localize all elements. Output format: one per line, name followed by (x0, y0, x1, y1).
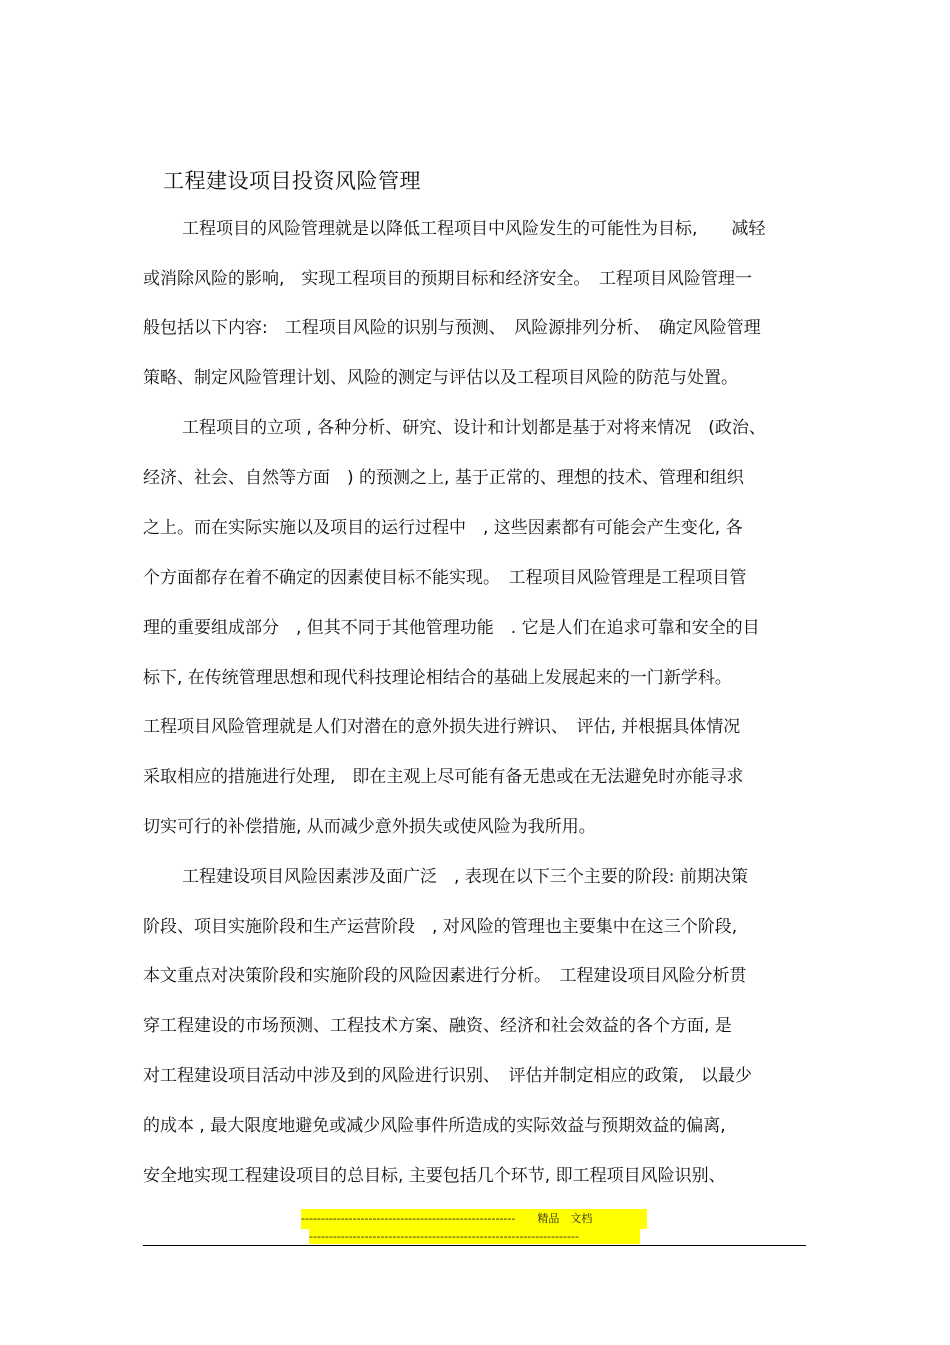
text-line: 安全地实现工程建设项目的总目标, 主要包括几个环节, 即工程项目风险识别、 (143, 1166, 726, 1186)
text-line: 的成本 , 最大限度地避免或减少风险事件所造成的实际效益与预期效益的偏离, (143, 1116, 726, 1136)
text-line: 穿工程建设的市场预测、工程技术方案、融资、经济和社会效益的各个方面, 是 (143, 1016, 732, 1036)
text-line: 工程项目的风险管理就是以降低工程项目中风险发生的可能性为目标, 减轻 (182, 219, 766, 239)
text-line: 标下, 在传统管理思想和现代科技理论相结合的基础上发展起来的一门新学科。 (143, 668, 732, 688)
text-line: 策略、制定风险管理计划、风险的测定与评估以及工程项目风险的防范与处置。 (143, 368, 738, 388)
text-line: 般包括以下内容: 工程项目风险的识别与预测、 风险源排列分析、 确定风险管理 (143, 318, 761, 338)
text-line: 本文重点对决策阶段和实施阶段的风险因素进行分析。 工程建设项目风险分析贯 (143, 966, 747, 986)
text-line: 经济、社会、自然等方面 ) 的预测之上, 基于正常的、理想的技术、管理和组织 (143, 468, 744, 488)
text-line: 对工程建设项目活动中涉及到的风险进行识别、 评估并制定相应的政策, 以最少 (143, 1066, 752, 1086)
text-line: 工程项目的立项 , 各种分析、研究、设计和计划都是基于对将来情况 (政治、 (182, 418, 766, 438)
document-title: 工程建设项目投资风险管理 (163, 169, 421, 193)
text-line: 阶段、项目实施阶段和生产运营阶段 , 对风险的管理也主要集中在这三个阶段, (143, 917, 738, 937)
text-line: 个方面都存在着不确定的因素使目标不能实现。 工程项目风险管理是工程项目管 (143, 568, 747, 588)
text-line: 或消除风险的影响, 实现工程项目的预期目标和经济安全。 工程项目风险管理一 (143, 269, 752, 289)
text-line: 切实可行的补偿措施, 从而减少意外损失或使风险为我所用。 (143, 817, 596, 837)
footer-rule (143, 1245, 806, 1246)
text-line: 工程项目风险管理就是人们对潜在的意外损失进行辨识、 评估, 并根据具体情况 (143, 717, 741, 737)
text-line: 工程建设项目风险因素涉及面广泛 , 表现在以下三个主要的阶段: 前期决策 (182, 867, 748, 887)
text-line: 理的重要组成部分 , 但其不同于其他管理功能 . 它是人们在追求可靠和安全的目 (143, 618, 760, 638)
footer-dash-band: -------------------------------------------------------------------- (309, 1229, 640, 1244)
text-line: 之上。而在实际实施以及项目的运行过程中 , 这些因素都有可能会产生变化, 各 (143, 518, 743, 538)
footer-watermark-band: ------------------------------------------------------ 精品 文档 (301, 1209, 647, 1229)
text-line: 采取相应的措施进行处理, 即在主观上尽可能有备无患或在无法避免时亦能寻求 (143, 767, 744, 787)
